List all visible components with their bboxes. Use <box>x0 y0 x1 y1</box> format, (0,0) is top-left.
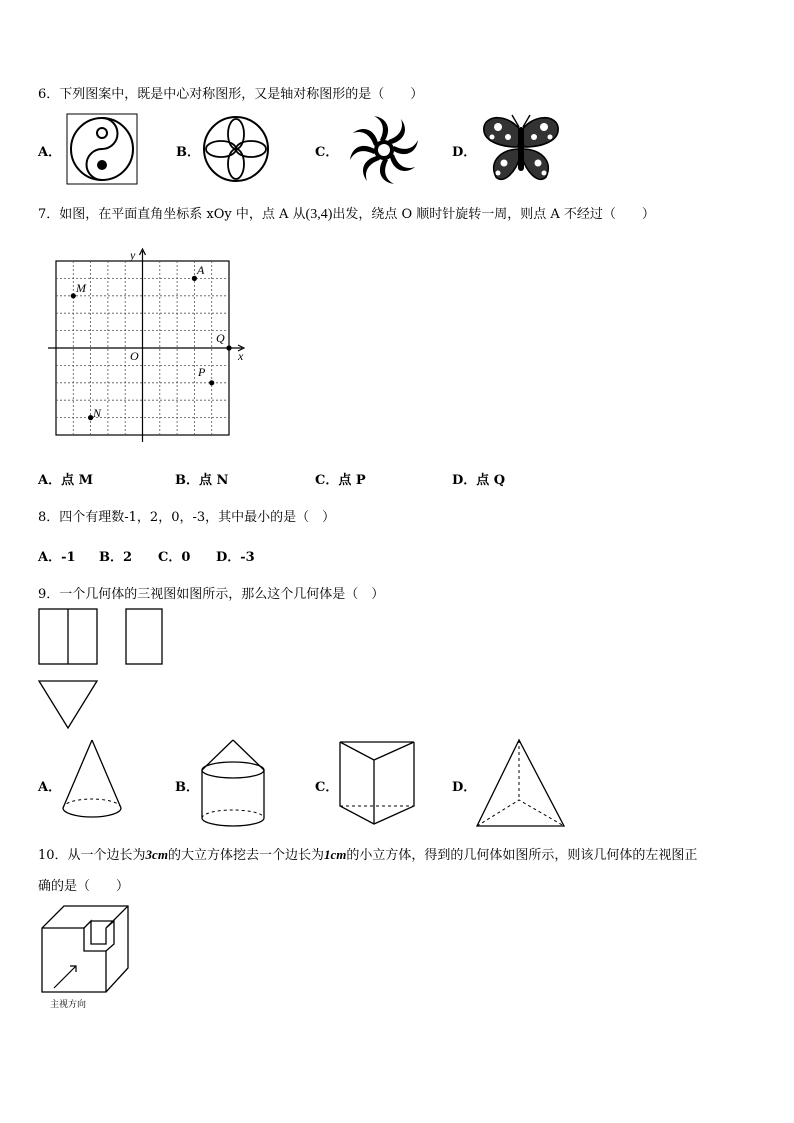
q7-option-a[interactable]: A．点 M <box>38 473 94 488</box>
q10-big-edge: 3cm <box>145 847 168 862</box>
q10-stem-part1: 10．从一个边长为 <box>38 848 146 863</box>
q10-small-edge: 1cm <box>323 847 347 862</box>
q6-option-a-label[interactable]: A． <box>38 145 62 160</box>
q6-option-d-label[interactable]: D． <box>452 145 477 160</box>
q7-option-b[interactable]: B．点 N <box>175 473 229 488</box>
q10-stem-part2: 的大立方体挖去一个边长为 <box>167 848 324 863</box>
q6-stem: 6．下列图案中，既是中心对称图形，又是轴对称图形的是（ ） <box>38 87 424 102</box>
q8-option-c[interactable]: C．0 <box>158 550 191 565</box>
triangular-prism-figure <box>338 740 416 826</box>
q6-option-c-label[interactable]: C． <box>315 145 339 160</box>
q9-stem: 9．一个几何体的三视图如图所示，那么这个几何体是（ ） <box>38 587 385 602</box>
q8-option-d[interactable]: D．-3 <box>216 550 255 565</box>
q7-option-d[interactable]: D．点 Q <box>452 473 506 488</box>
q7-stem <box>38 203 655 223</box>
q9-option-c-label[interactable]: C． <box>315 780 339 795</box>
q6-option-b-label[interactable]: B． <box>176 145 200 160</box>
pinwheel-flower-figure <box>340 110 428 190</box>
cone-on-cylinder-figure <box>198 738 268 830</box>
y-axis-label: y <box>130 248 136 262</box>
q7-point-coords: (3,4) <box>305 207 333 222</box>
q9-option-a-label[interactable]: A． <box>38 780 62 795</box>
triangular-pyramid-figure <box>474 738 568 830</box>
view-direction-caption: 主视方向 <box>50 1000 87 1010</box>
q7-stem-after: 出发，绕点 O 顺时针旋转一周，则点 A 不经过（ ） <box>332 207 655 222</box>
q8-stem: 8．四个有理数-1，2，0，-3，其中最小的是（ ） <box>38 510 336 525</box>
point-a-label: A <box>197 263 205 277</box>
hollowed-cube-figure <box>40 904 134 996</box>
q8-option-a[interactable]: A．-1 <box>38 550 76 565</box>
point-m-label: M <box>76 281 86 295</box>
origin-label: O <box>130 349 139 363</box>
point-n-label: N <box>93 406 102 420</box>
q10-stem-part3: 的小立方体，得到的几何体如图所示，则该几何体的左视图正 <box>346 848 698 863</box>
q7-stem-before: 7．如图，在平面直角坐标系 xOy 中，点 A 从 <box>38 207 306 222</box>
x-axis-label: x <box>238 349 244 363</box>
q8-option-b[interactable]: B．2 <box>99 550 133 565</box>
q10-stem-line1 <box>38 844 697 863</box>
q10-stem-line2: 确的是（ ） <box>38 879 130 894</box>
coordinate-grid-figure <box>46 246 256 446</box>
yin-yang-figure <box>66 113 138 185</box>
three-view-figure <box>38 608 168 732</box>
q9-option-d-label[interactable]: D． <box>452 780 477 795</box>
butterfly-figure <box>478 111 564 187</box>
point-p-label: P <box>198 365 206 379</box>
point-q-label: Q <box>216 331 225 345</box>
cone-figure <box>60 738 124 824</box>
q7-option-c[interactable]: C．点 P <box>315 473 366 488</box>
flower-circle-figure <box>200 113 272 185</box>
q9-option-b-label[interactable]: B． <box>175 780 199 795</box>
